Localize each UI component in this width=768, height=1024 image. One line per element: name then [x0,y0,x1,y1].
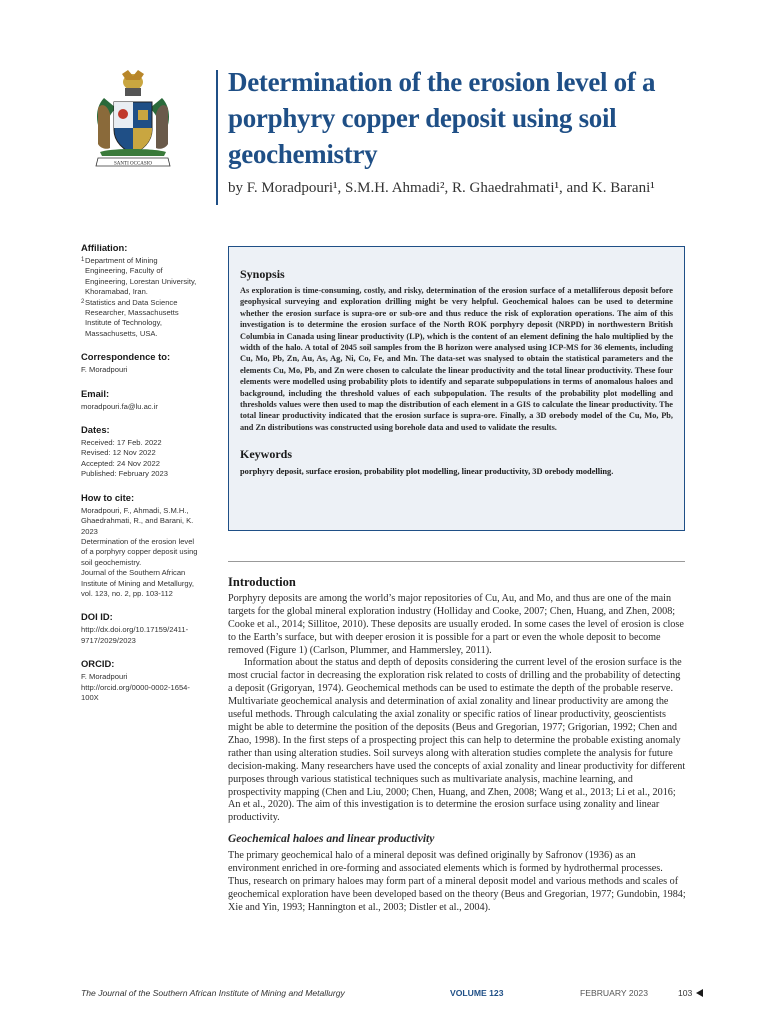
article-body [228,576,686,915]
affiliation-block [81,242,211,339]
synopsis-text: As exploration is time-consuming, costly, and risky, determination of the erosion surface of a metalliferous deposit before geophysical surveying and exploration drilling might be very helpful. Geochemical haloes can be used to determine whether the erosion surface is supra-ore or sub-ore and thus reduce the risk of exploration operations. The aim of this investigation is to determine the erosion surface of the North ROK porphyry deposit (NRPD) in northwestern British Columbia in Canada using linear productivity (LP), which is the content of an element defining the halo multiplied by the width of the halo. A total of 2045 soil samples from the B horizon were analysed using ICP-MS for 36 elements, including Cu, Mo, Pb, Zn, Au, As, Ag, Ni, Co, Fe, and Mn. The data-set was snalysed to obtain the statistical parameters and the elements Cu, Mo, Pb, and Zn were chosen to calculate the linear productivity and the total linear productivity. These four elements were modelled using probability plots to identify and separate subpopulations in terms of anomalous haloes and background, including the threshold values of each subpopulation. The results of the probability plot modelling and thresholds values were then used to map the distribution of each element in a GIS to calculate the linear productivity. The total linear productivity indicated that the erosion surface is supra-ore. Finally, a 3D orebody model of the Cu, Mo, Pb, and Zn distributions was constructed using borehole data and used to validate the results. [240,286,673,432]
date-line: Received: 17 Feb. 2022 [81,438,162,448]
article-sidebar [81,242,211,715]
introduction-heading: Introduction [228,575,296,589]
orcid-block [81,658,211,703]
page-arrow-icon [696,989,703,997]
affiliation-item [81,298,211,340]
affiliation-line: Department of Mining [85,256,158,265]
affiliation-line: Khoramabad, Iran. [85,287,148,297]
doi-link[interactable]: http://dx.doi.org/10.17159/2411- [81,625,189,635]
affiliation-line: Researcher, Massachusetts [85,308,179,318]
body-paragraph: Information about the status and depth of deposits considering the current level of the erosion surface is the most crucial factor in decreasing the exploration risk related to costs of drilling and the probability of detecting a deposit (Grigoryan, 1974). Geochemical methods can be used to estimate the depth of the probable reserve. Multivariate geochemical analysis and determination of axial zonality and linear productivity are among the useful methods. Through calculating the axial zonality or specific ratios of linear productivity, geoscientists might be able to determine the position of the deposits (Beus and Gregorian, 1977; Grigorian, 1992; Chen and Zhao, 1998). In the first steps of a prospecting project this can help to determine the probable existing anomaly rather than using alteration studies. Soil surveys along with alteration studies complete the analysis for future decision-making. Many researchers have used the concepts of axial zonality and linear productivity for different purposes through various statistical techniques such as multivariate analysis, machine learning, and prospectivity mapping (Chen and Liu, 2000; Chen, Huang, and Zhen, 2008; Wang et al., 2013; Li et al., 2016; An et al., 2020). The aim of this investigation is to determine the erosion surface using zonality and linear productivity. [228,657,686,824]
footer-date: FEBRUARY 2023 [580,988,648,998]
citation-heading: How to cite: [81,491,135,503]
orcid-name: F. Moradpouri [81,672,128,682]
affiliation-line: Institute of Technology, [85,318,162,328]
keywords-text: porphyry deposit, surface erosion, probability plot modelling, linear productivity, 3D orebody modelling. [240,467,614,477]
footer-journal-name: The Journal of the Southern African Institute of Mining and Metallurgy [81,988,345,998]
keywords-heading: Keywords [240,447,292,462]
affiliation-line: Engineering, Lorestan University, [85,276,197,286]
affiliation-line: Engineering, Faculty of [85,266,163,276]
body-paragraph: The primary geochemical halo of a mineral deposit was defined originally by Safronov (1936) as an environment enriched in ore-forming and associated elements which is formed by hydrothermal processes. Thus, research on primary haloes may form part of a mineral deposit model and various methods and scales of geochemical exploration have been developed based on the theory (Beus and Gregorian, 1977; Gundobin, 1984; Xie and Yin, 1993; Hannington et al., 2003; Distler et al., 2004). [228,850,686,913]
citation-line: Journal of the Southern African [81,568,186,578]
date-line: Revised: 12 Nov 2022 [81,448,156,458]
orcid-link[interactable]: 100X [81,692,99,702]
citation-line: vol. 123, no. 2, pp. 103-112 [81,588,173,598]
affiliation-item [81,256,211,298]
email-address[interactable]: moradpouri.fa@lu.ac.ir [81,401,158,411]
body-paragraph: Porphyry deposits are among the world’s major repositories of Cu, Au, and Mo, and thus are one of the main targets for the global mineral exploration industry (Holliday and Cooke, 2007; Chen, Huang, and Zhen, 2008; Cooke et al., 2014; Sillitoe, 2010). These deposits are usually eroded. In some cases the level of erosion is close to the Earth’s surface, but with deeper erosion it is possible for a part or even the whole deposit to become removed (Figure 1) (Carlson, Plummer, and Hammersley, 2011). [228,592,684,656]
article-title: Determination of the erosion level of a porphyry copper deposit using soil geochemistry [228,67,656,169]
affiliation-line: Statistics and Data Science [85,297,178,307]
citation-line: Moradpouri, F., Ahmadi, S.M.H., [81,505,189,515]
affiliation-line: Massachusetts, USA. [85,328,158,338]
page-footer [81,988,706,1002]
correspondence-name: F. Moradpouri [81,365,128,375]
citation-line: soil geochemistry. [81,557,142,567]
citation-line: 2023 [81,526,98,536]
doi-heading: DOI ID: [81,611,113,623]
correspondence-heading: Correspondence to: [81,351,171,363]
citation-block [81,492,211,600]
section-divider [228,561,685,562]
doi-block [81,611,211,646]
subsection-heading: Geochemical haloes and linear productivity [228,833,435,846]
orcid-link[interactable]: http://orcid.org/0000-0002-1654- [81,682,190,692]
synopsis-box [228,246,685,531]
citation-line: Institute of Mining and Metallurgy, [81,578,194,588]
logo-motto: SANTI OCCASIO [114,161,152,167]
date-line: Published: February 2023 [81,469,168,479]
correspondence-block [81,351,211,375]
affiliation-number: 2 [81,298,85,305]
footer-page-number: 103 [678,988,693,998]
dates-heading: Dates: [81,424,110,436]
citation-line: Ghaedrahmati, R., and Barani, K. [81,516,194,526]
dates-block [81,424,211,480]
email-block [81,388,211,412]
author-list: by F. Moradpouri¹, S.M.H. Ahmadi², R. Ghaedrahmati¹, and K. Barani¹ [228,180,655,196]
affiliation-number: 1 [81,257,85,263]
date-line: Accepted: 24 Nov 2022 [81,458,160,468]
coat-of-arms-logo [92,68,174,172]
title-rule [216,70,218,205]
orcid-heading: ORCID: [81,658,115,670]
footer-volume: VOLUME 123 [450,988,504,998]
doi-link[interactable]: 9717/2029/2023 [81,635,136,645]
affiliation-heading: Affiliation: [81,242,128,253]
email-heading: Email: [81,387,110,399]
citation-line: Determination of the erosion level [81,536,195,546]
citation-line: of a porphyry copper deposit using [81,547,198,557]
synopsis-heading: Synopsis [240,267,285,281]
